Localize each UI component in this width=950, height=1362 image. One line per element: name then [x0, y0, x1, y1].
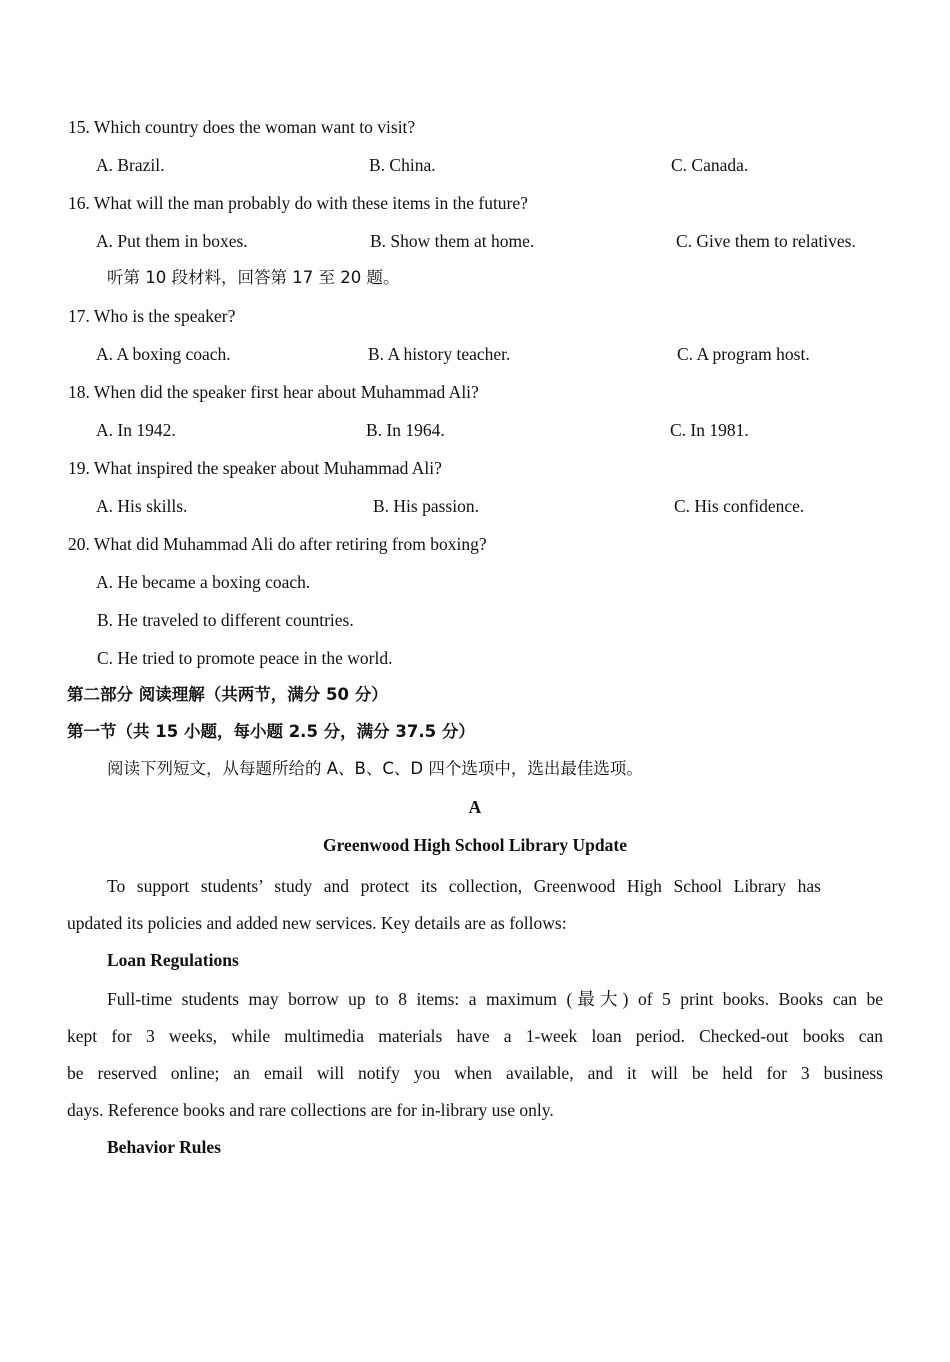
question-stem: 19. What inspired the speaker about Muhammad Ali?	[68, 458, 442, 478]
option-b: B. His passion.	[373, 496, 479, 516]
subheading-loan: Loan Regulations	[107, 950, 239, 970]
option-c: C. In 1981.	[670, 420, 749, 440]
listening-instruction: 听第 10 段材料，回答第 17 至 20 题。	[107, 268, 400, 287]
passage-title: Greenwood High School Library Update	[322, 835, 627, 855]
option-a: A. A boxing coach.	[96, 344, 231, 364]
section-heading: 第一节（共 15 小题，每小题 2.5 分，满分 37.5 分）	[67, 722, 475, 741]
option-c: C. Canada.	[671, 155, 749, 175]
question-stem: 18. When did the speaker first hear about Muhammad Ali?	[68, 382, 479, 402]
option-c: C. Give them to relatives.	[676, 231, 856, 251]
option-b: B. China.	[369, 155, 436, 175]
question-stem: 16. What will the man probably do with these items in the future?	[68, 193, 528, 213]
option-b: B. A history teacher.	[368, 344, 511, 364]
option-b: B. Show them at home.	[370, 231, 535, 251]
intro-line: To support students’ study and protect its collection, Greenwood High School Library has	[107, 876, 821, 896]
option-b: B. He traveled to different countries.	[97, 610, 354, 630]
question-stem: 20. What did Muhammad Ali do after retiring from boxing?	[68, 534, 487, 554]
reading-instruction: 阅读下列短文，从每题所给的 A、B、C、D 四个选项中，选出最佳选项。	[107, 759, 643, 778]
question-stem: 15. Which country does the woman want to visit?	[68, 117, 416, 137]
option-a: A. Put them in boxes.	[96, 231, 248, 251]
option-b: B. In 1964.	[366, 420, 445, 440]
option-a: A. His skills.	[96, 496, 188, 516]
subheading-behavior: Behavior Rules	[107, 1137, 221, 1157]
option-a: A. He became a boxing coach.	[96, 572, 311, 592]
option-a: A. In 1942.	[96, 420, 176, 440]
loan-line: days. Reference books and rare collections are for in-library use only.	[67, 1100, 554, 1120]
option-a: A. Brazil.	[96, 155, 165, 175]
passage-label: A	[468, 797, 482, 817]
option-c: C. His confidence.	[674, 496, 805, 516]
loan-line: Full-time students may borrow up to 8 items: a maximum (最大) of 5 print books. Books can be	[107, 989, 883, 1009]
loan-line: be reserved online; an email will notify you when available, and it will be held for 3 business	[67, 1063, 883, 1083]
question-stem: 17. Who is the speaker?	[68, 306, 236, 326]
intro-line: updated its policies and added new services. Key details are as follows:	[67, 913, 567, 933]
option-c: C. A program host.	[677, 344, 810, 364]
option-c: C. He tried to promote peace in the world.	[97, 648, 393, 668]
loan-line: kept for 3 weeks, while multimedia materials have a 1-week loan period. Checked-out books can	[67, 1026, 883, 1046]
part-heading: 第二部分 阅读理解（共两节，满分 50 分）	[67, 685, 388, 704]
